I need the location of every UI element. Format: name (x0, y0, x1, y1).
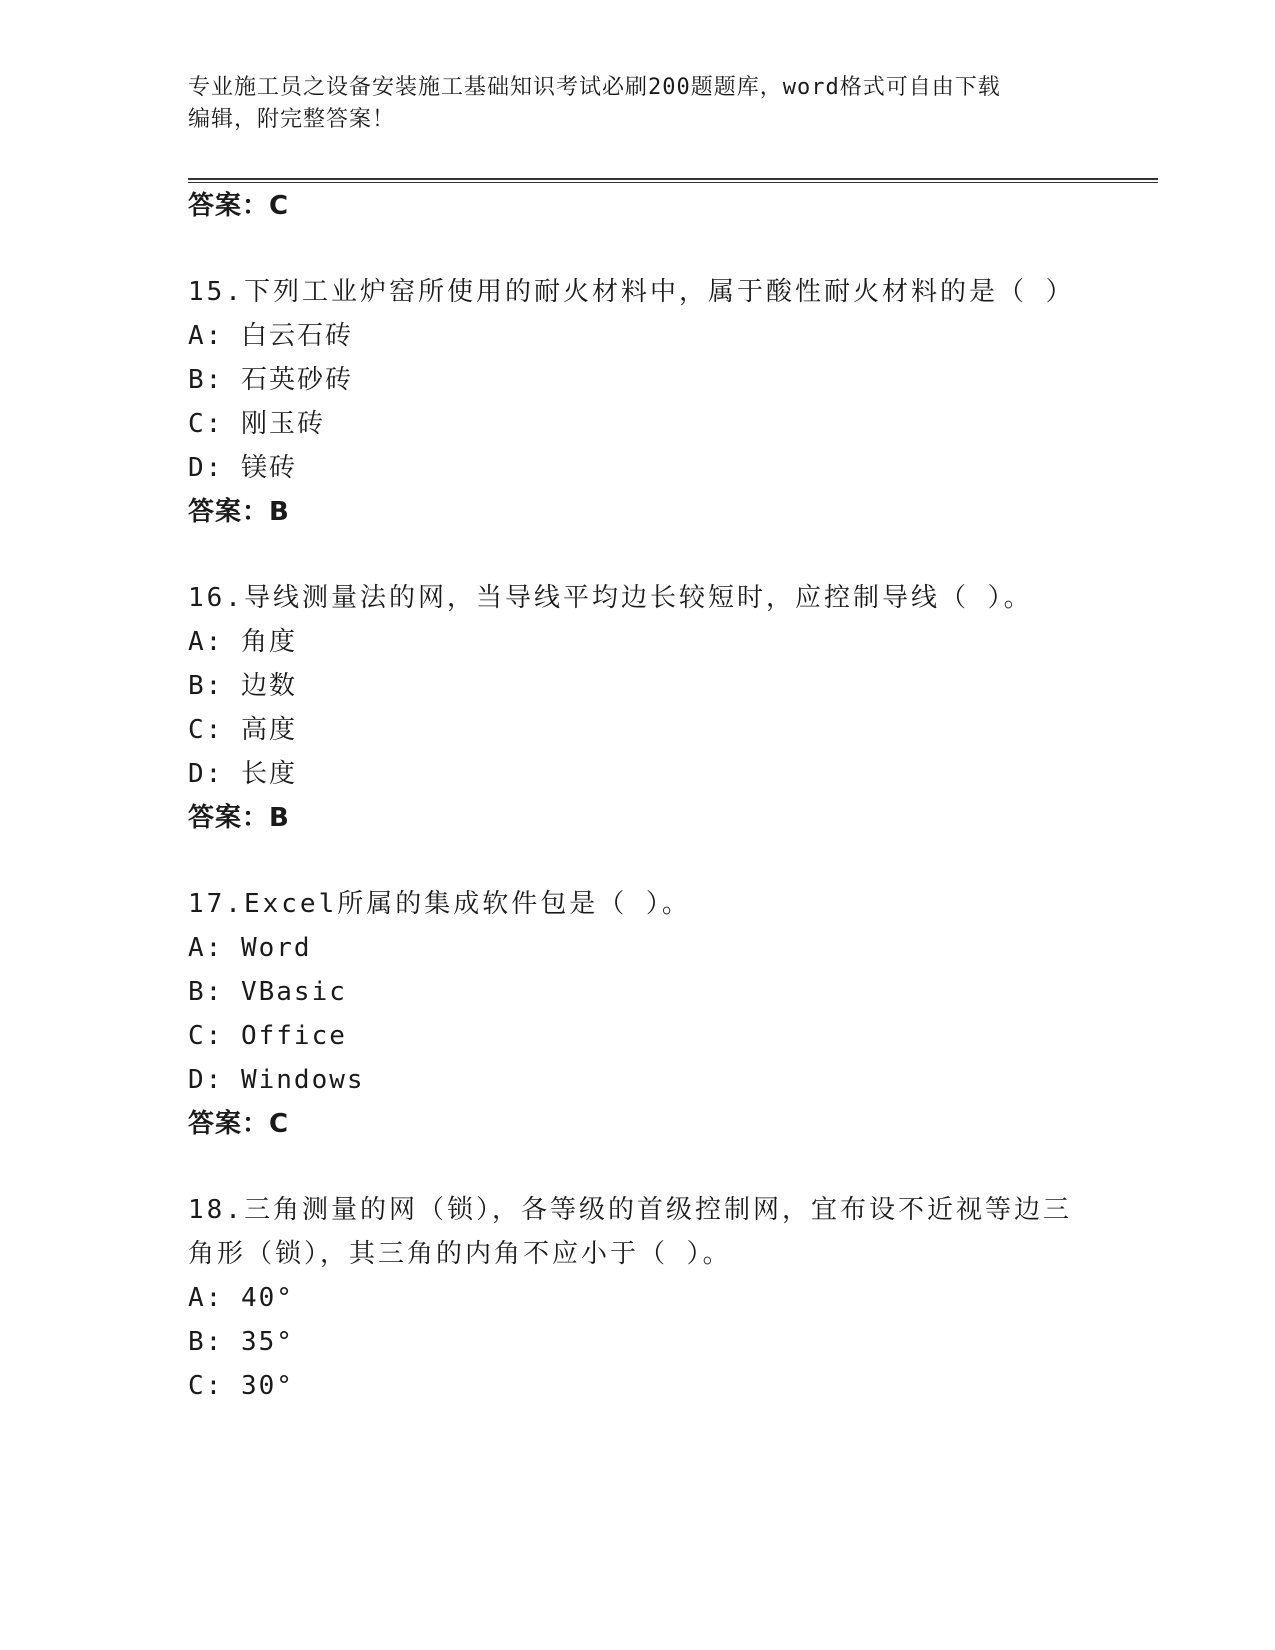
question-17-answer: 答案：C (188, 1109, 290, 1139)
question-16-answer: 答案：B (188, 803, 290, 833)
question-15-option-a: A: 白云石砖 (188, 321, 353, 351)
question-18-text-line-1: 18.三角测量的网（锁），各等级的首级控制网，宜布设不近视等边三 (188, 1195, 1072, 1225)
question-15-option-d: D: 镁砖 (188, 453, 297, 483)
question-17-option-c: C: Office (188, 1021, 347, 1051)
question-16-text: 16.导线测量法的网，当导线平均边长较短时，应控制导线（ ）。 (188, 583, 1033, 613)
question-18-option-b: B: 35° (188, 1327, 294, 1357)
header-line-1: 专业施工员之设备安装施工基础知识考试必刷200题题库，word格式可自由下载 (188, 75, 1001, 100)
question-16-option-c: C: 高度 (188, 715, 297, 745)
question-17-text: 17.Excel所属的集成软件包是（ ）。 (188, 889, 691, 919)
question-15-text: 15.下列工业炉窑所使用的耐火材料中，属于酸性耐火材料的是（ ） (188, 277, 1075, 307)
question-17-option-b: B: VBasic (188, 977, 347, 1007)
question-18-option-a: A: 40° (188, 1283, 294, 1313)
question-16-option-d: D: 长度 (188, 759, 297, 789)
question-15-option-b: B: 石英砂砖 (188, 365, 353, 395)
header-line-2: 编辑，附完整答案！ (188, 107, 396, 132)
question-15-option-c: C: 刚玉砖 (188, 409, 325, 439)
header-divider (188, 178, 1158, 183)
question-17-option-a: A: Word (188, 933, 312, 963)
document-header (188, 72, 1088, 136)
question-17-option-d: D: Windows (188, 1065, 365, 1095)
question-16-option-a: A: 角度 (188, 627, 297, 657)
question-18-text-line-2: 角形（锁），其三角的内角不应小于（ ）。 (188, 1239, 732, 1269)
question-16-option-b: B: 边数 (188, 671, 297, 701)
question-15-answer: 答案：B (188, 497, 290, 527)
question-18-option-c: C: 30° (188, 1371, 294, 1401)
previous-answer: 答案：C (188, 191, 290, 221)
